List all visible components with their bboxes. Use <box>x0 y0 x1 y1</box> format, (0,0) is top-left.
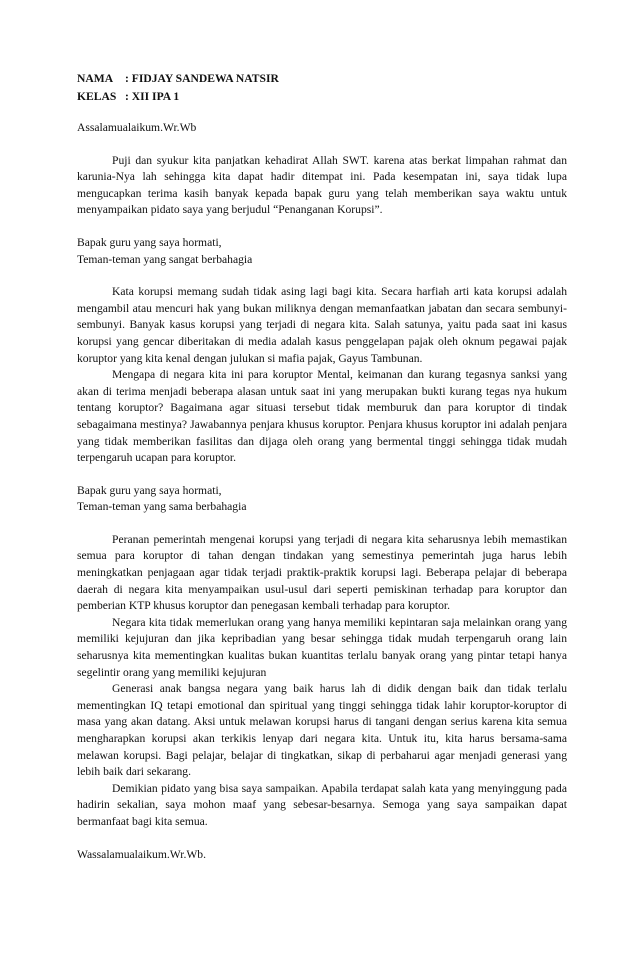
body-section-2 <box>77 532 567 831</box>
body-paragraph: Generasi anak bangsa negara yang baik harus lah di didik dengan baik dan tidak terlalu mementingkan IQ tetapi emotional dan spiritual yang tinggi sehingga tidak lahir koruptor-koruptor di masa yang akan datang. Aksi untuk melawan korupsi harus di tangani dengan serius karena kita semua mengharapkan korupsi akan terkikis lenyap dari negara kita. Untuk itu, kita harus bersama-sama melawan korupsi. Bagi pelajar, belajar di tingkatkan, sikap di perbaharui agar menjadi generasi yang lebih baik dari sekarang. <box>77 682 567 779</box>
body-section-1 <box>77 284 567 467</box>
name-value: : FIDJAY SANDEWA NATSIR <box>125 72 279 85</box>
body-paragraph: Negara kita tidak memerlukan orang yang hanya memiliki kepintaran saja melainkan orang yang memiliki kejujuran dan jika kepribadian yang besar sehingga tidak mudah terpengaruh orang lain seharusnya kita mementingkan kualitas bukan kuantitas terlalu banyak orang yang pintar tetapi hanya segelintir orang yang memiliki kejujuran <box>77 615 567 679</box>
student-header <box>77 70 567 106</box>
opening-greeting: Assalamualaikum.Wr.Wb <box>77 121 197 134</box>
address-block-1 <box>77 235 567 268</box>
body-paragraph: Kata korupsi memang sudah tidak asing lagi bagi kita. Secara harfiah arti kata korupsi adalah mengambil atau mencuri hak yang bukan miliknya dengan memanfaatkan jabatan dan secara sembunyi-sembunyi. Banyak kasus korupsi yang terjadi di negara kita. Salah satunya, yaitu pada saat ini kasus korupsi yang gencar diberitakan di media adalah kasus penggelapan pajak oleh oknum pegawai pajak koruptor yang kita kenal dengan julukan si mafia pajak, Gayus Tambunan. <box>77 285 567 365</box>
body-paragraph: Mengapa di negara kita ini para koruptor Mental, keimanan dan kurang tegasnya sanksi yang akan di terima menjadi beberapa alasan untuk saat ini yang merupakan bukti kurang tegas nya hukum tentang koruptor? Bagaimana agar situasi tersebut tidak memburuk dan para koruptor di tindak sebagaimana mestinya? Jawabannya penjara khusus koruptor. Penjara khusus koruptor ini adalah penjara yang tidak memberikan fasilitas dan dijaga oleh orang yang bermental tinggi sehingga tidak mudah terpengaruh ucapan para koruptor. <box>77 368 567 465</box>
body-paragraph: Demikian pidato yang bisa saya sampaikan. Apabila terdapat salah kata yang menyinggung pada hadirin sekalian, saya mohon maaf yang sebesar-besarnya. Semoga yang saya sampaikan dapat bermanfaat bagi kita semua. <box>77 781 567 828</box>
name-row <box>77 70 567 88</box>
name-label: NAMA <box>77 72 114 85</box>
class-value: : XII IPA 1 <box>125 90 180 103</box>
address-line: Teman-teman yang sama berbahagia <box>77 500 247 514</box>
body-paragraph: Peranan pemerintah mengenai korupsi yang terjadi di negara kita seharusnya lebih memastikan semua para koruptor di tahan dengan tindakan yang semestinya pemerintah juga harus lebih meningkatkan penjagaan agar tidak terjadi praktik-praktik korupsi lagi. Beberapa pelajar di beberapa daerah di negara kita menyampaikan usul-usul dari seperti pemiskinan terhadap para koruptor dan pemberian KTP khusus koruptor dan penegasan kembali terhadap para koruptor. <box>77 532 567 613</box>
document-page <box>77 70 567 875</box>
address-line: Bapak guru yang saya hormati, <box>77 483 222 497</box>
address-block-2 <box>77 483 567 516</box>
intro-paragraph: Puji dan syukur kita panjatkan kehadirat Allah SWT. karena atas berkat limpahan rahmat dan karunia-Nya lah sehingga kita dapat hadir ditempat ini. Pada kesempatan ini, saya tidak lupa mengucapkan terima kasih banyak kepada bapak guru yang telah memberikan saya waktu untuk menyampaikan pidato saya yang berjudul “Penanganan Korupsi”. <box>77 153 567 217</box>
class-row <box>77 88 567 106</box>
closing-greeting: Wassalamualaikum.Wr.Wb. <box>77 847 206 861</box>
intro-section <box>77 153 567 219</box>
class-label: KELAS <box>77 90 117 103</box>
address-line: Bapak guru yang saya hormati, <box>77 235 222 249</box>
address-line: Teman-teman yang sangat berbahagia <box>77 252 253 266</box>
